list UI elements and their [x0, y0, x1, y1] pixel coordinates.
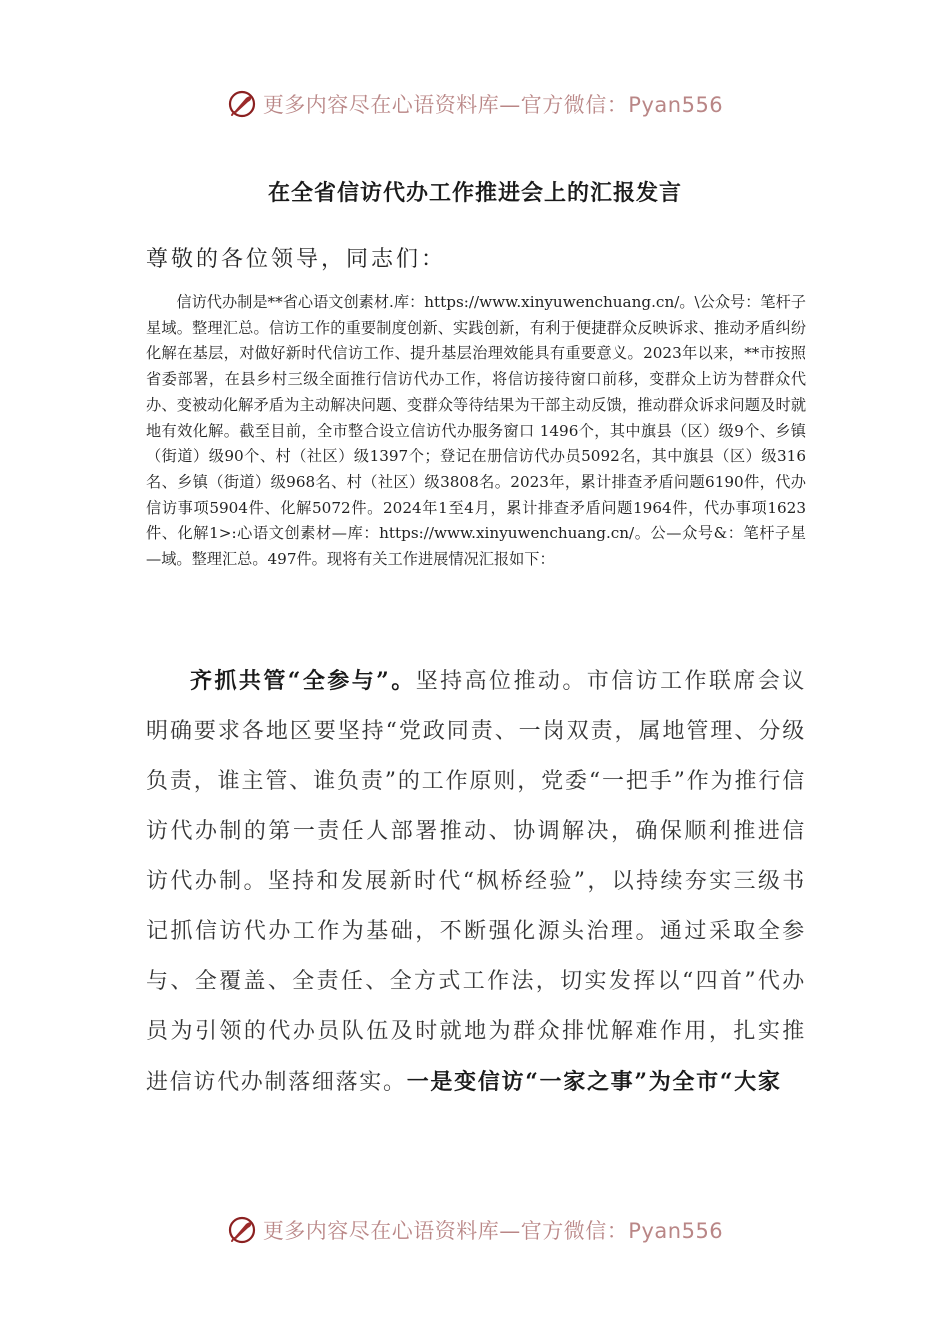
section-text: 坚持高位推动。市信访工作联席会议明确要求各地区要坚持“党政同责、一岗双责，属地管理、分级负责，谁主管、谁负责”的工作原则，党委“一把手”作为推行信访代办制的第一责任人部署推动、协调解决，确保顺利推进信访代办制。坚持和发展新时代“枫桥经验”，以持续夯实三级书记抓信访代办工作为基础，不断强化源头治理。通过采取全参与、全覆盖、全责任、全方式工作法，切实发挥以“四首”代办员为引领的代办员队伍及时就地为群众排忧解难作用，扎实推进信访代办制落细落实。 — [146, 669, 806, 1095]
greeting: 尊敬的各位领导，同志们： — [146, 247, 447, 272]
pen-feather-icon — [227, 1215, 257, 1245]
banner-text: 更多内容尽在心语资料库—官方微信：Pyan556 — [262, 1219, 724, 1243]
section-paragraph — [146, 656, 806, 1108]
header-banner — [0, 84, 950, 124]
pen-feather-icon — [227, 89, 257, 119]
footer-banner — [0, 1210, 950, 1250]
section-bold-tail: 一是变信访“一家之事”为全市“大家 — [406, 1069, 782, 1095]
document-title: 在全省信访代办工作推进会上的汇报发言 — [267, 181, 682, 206]
banner-text: 更多内容尽在心语资料库—官方微信：Pyan556 — [262, 93, 724, 117]
section-heading: 齐抓共管“全参与”。 — [190, 668, 416, 694]
intro-paragraph: 信访代办制是**省心语文创素材.库：https://www.xinyuwenchuang.cn/。\公众号：笔杆子星域。整理汇总。信访工作的重要制度创新、实践创新，有利于便捷群众反映诉求、推动矛盾纠纷化解在基层，对做好新时代信访工作、提升基层治理效能具有重要意义。2023年以来，**市按照省委部署，在县乡村三级全面推行信访代办工作，将信访接待窗口前移，变群众上访为替群众代办、变被动化解矛盾为主动解决问题、变群众等待结果为干部主动反馈，推动群众诉求问题及时就地有效化解。截至目前，全市整合设立信访代办服务窗口 1496个，其中旗县（区）级9个、乡镇（街道）级90个、村（社区）级1397个；登记在册信访代办员5092名，其中旗县（区）级316名、乡镇（街道）级968名、村（社区）级3808名。2023年，累计排查矛盾问题6190件，代办信访事项5904件、化解5072件。2024年1至4月，累计排查矛盾问题1964件，代办事项1623件、化解1>:心语文创素材—库：https://www.xinyuwenchuang.cn/。公—众号&：笔杆子星—域。整理汇总。497件。现将有关工作进展情况汇报如下： — [146, 293, 806, 569]
